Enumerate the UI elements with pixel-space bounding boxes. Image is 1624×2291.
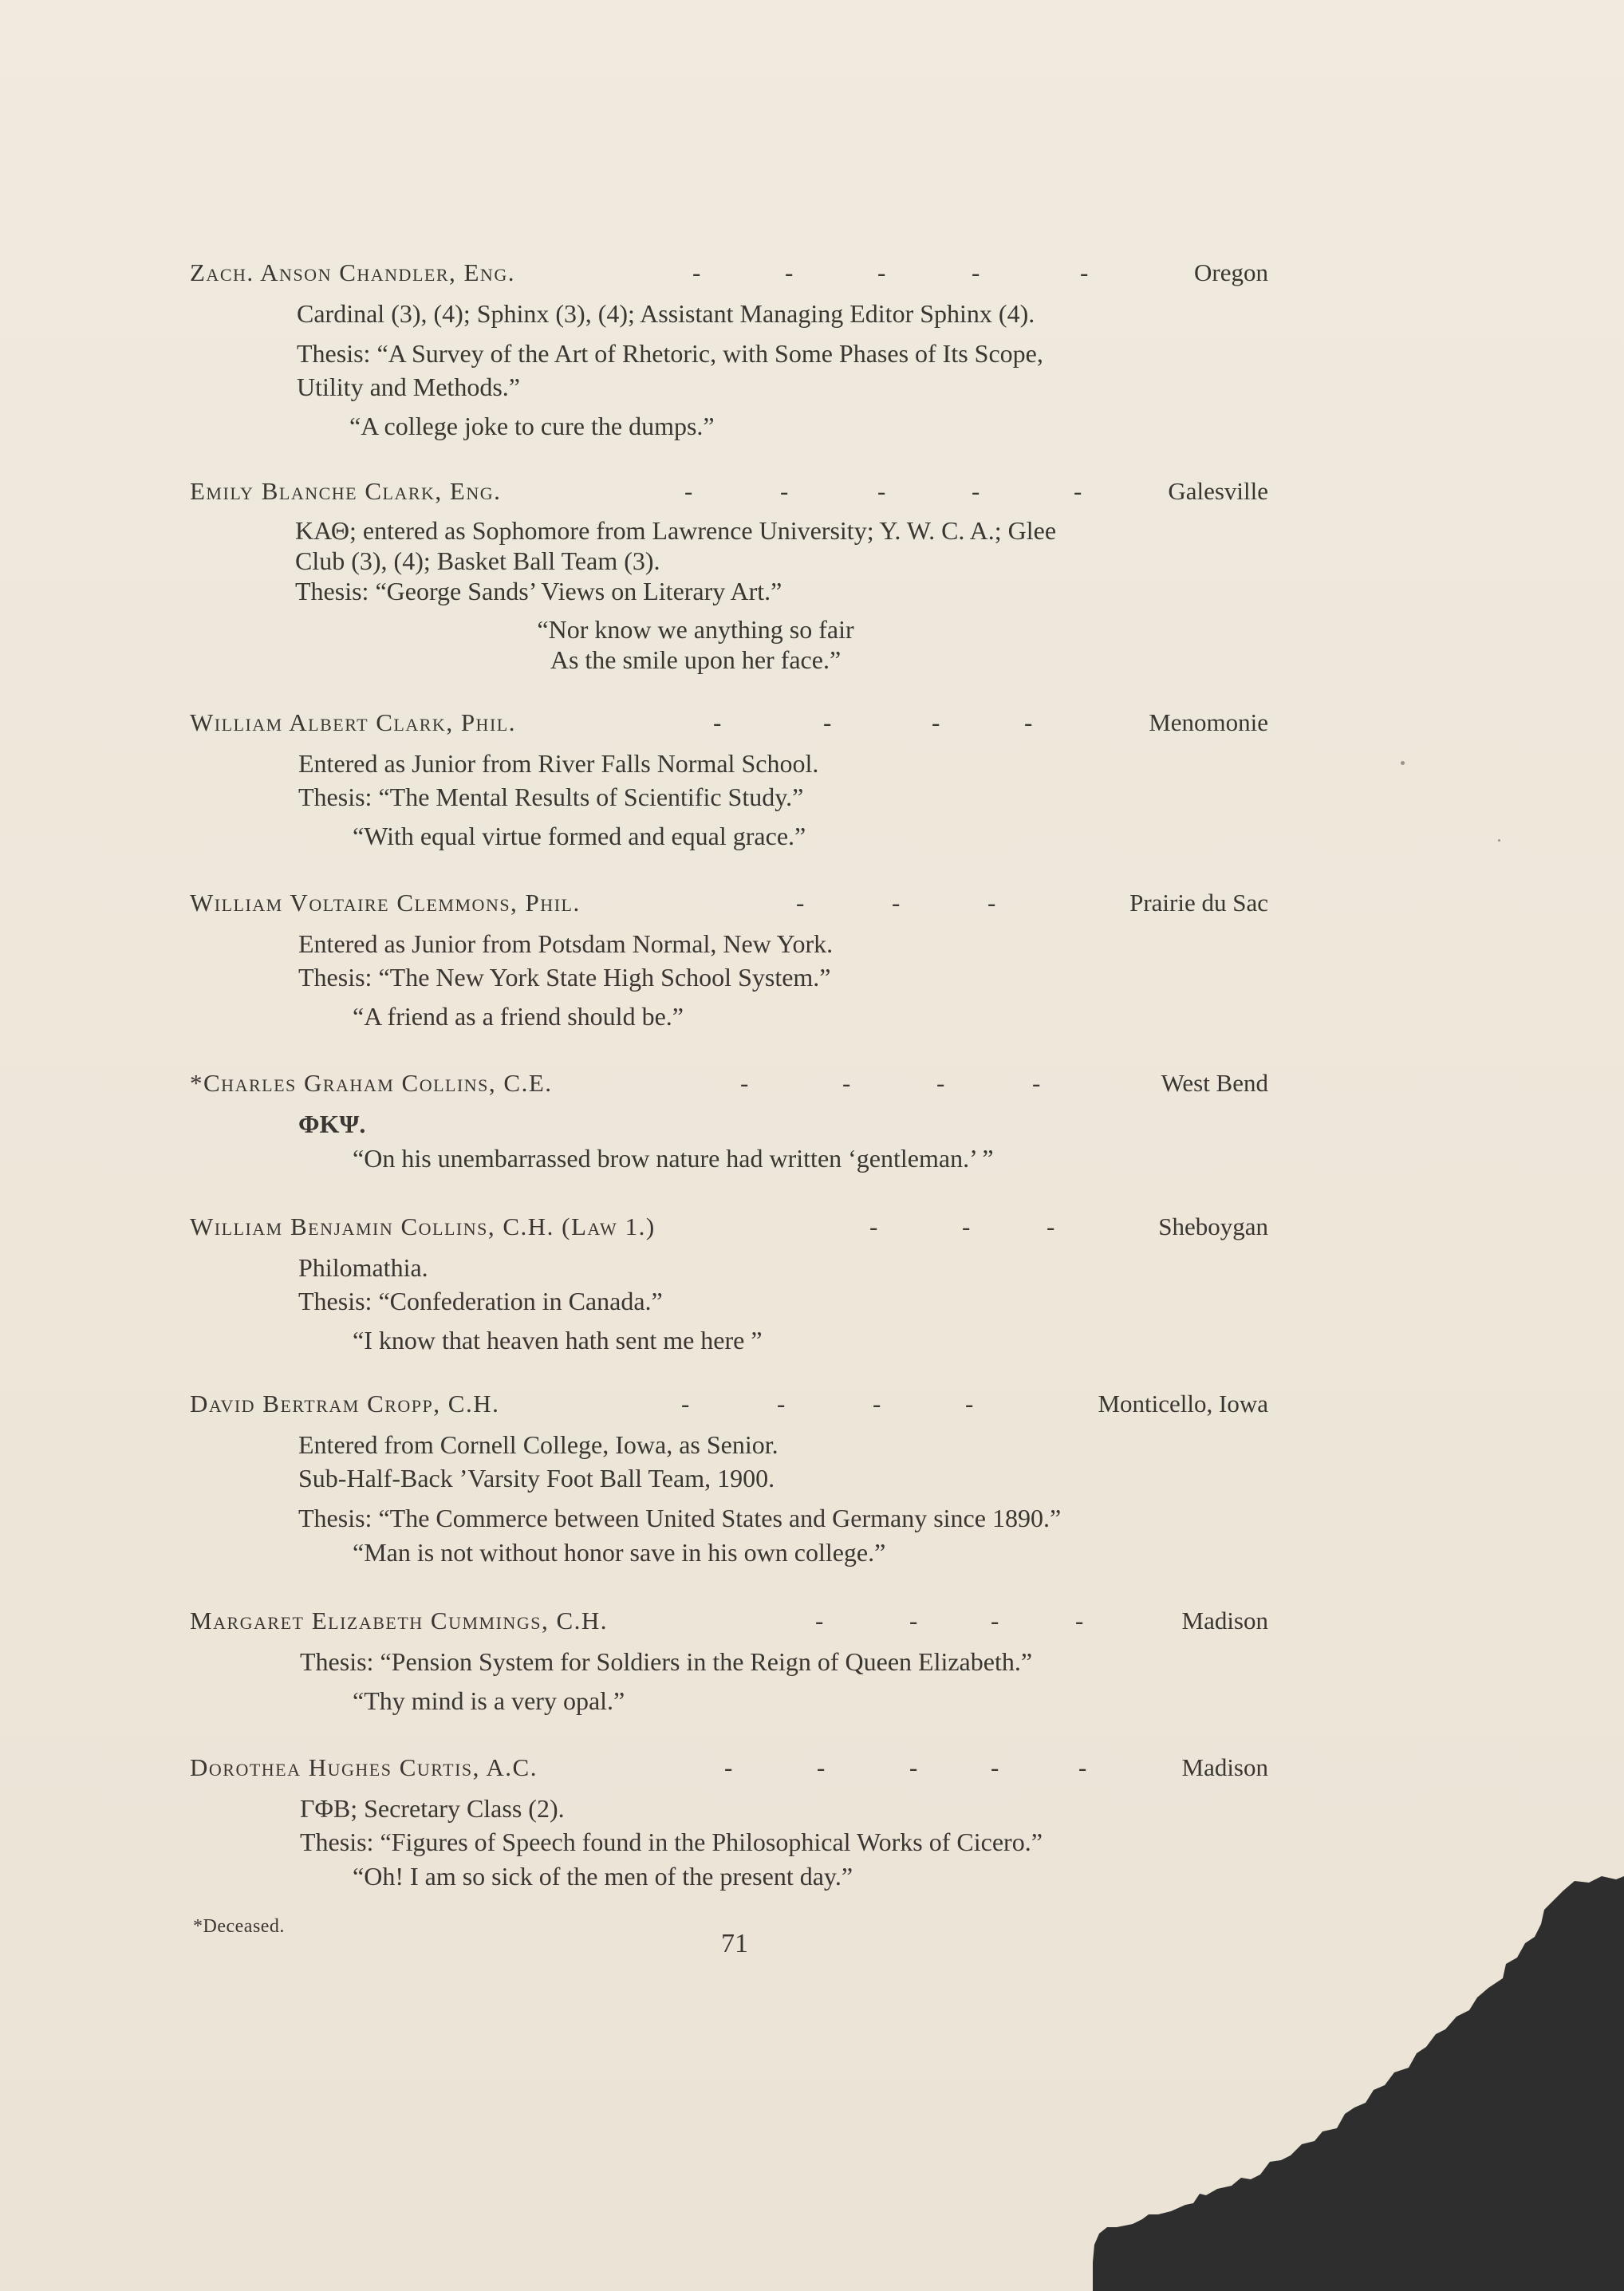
entry-detail-line: Thesis: “The Mental Results of Scientific Study.”: [298, 783, 804, 811]
entry-detail-line: Entered from Cornell College, Iowa, as Senior.: [298, 1430, 778, 1459]
entry-detail-line: Philomathia.: [298, 1253, 428, 1282]
hometown: Madison: [1181, 1607, 1268, 1634]
entry-curtis: [190, 1750, 1268, 1894]
entry-heading: William Albert Clark, Phil. - - - - Menomonie: [190, 705, 1268, 740]
entry-detail-line: Entered as Junior from River Falls Normal School.: [298, 749, 819, 778]
entry-detail-line: Cardinal (3), (4); Sphinx (3), (4); Assistant Managing Editor Sphinx (4).: [297, 299, 1035, 328]
entry-charles-collins: [190, 1066, 1268, 1176]
student-name: Margaret Elizabeth Cummings, C.H.: [190, 1607, 609, 1634]
entry-motto: “Man is not without honor save in his own college.”: [353, 1538, 886, 1567]
entry-detail-line: Club (3), (4); Basket Ball Team (3).: [295, 546, 660, 575]
entry-heading: *Charles Graham Collins, C.E. - - - - West Bend: [190, 1066, 1268, 1101]
entry-cummings: [190, 1603, 1268, 1718]
entry-heading: Zach. Anson Chandler, Eng. - - - - - Oregon: [190, 255, 1268, 290]
entry-heading: Dorothea Hughes Curtis, A.C. - - - - - Madison: [190, 1750, 1268, 1785]
student-name: David Bertram Cropp, C.H.: [190, 1390, 500, 1418]
page-number: 71: [721, 1929, 748, 1958]
entry-verse: [376, 614, 1015, 675]
entry-detail-line: Thesis: “Figures of Speech found in the Philosophical Works of Cicero.”: [300, 1828, 1043, 1856]
entry-chandler: [190, 255, 1268, 444]
entry-heading: William Voltaire Clemmons, Phil. - - - Prairie du Sac: [190, 885, 1268, 921]
student-name: Zach. Anson Chandler, Eng.: [190, 258, 515, 286]
hometown: Prairie du Sac: [1129, 889, 1268, 917]
entry-motto: “A college joke to cure the dumps.”: [349, 412, 715, 440]
entry-motto: “A friend as a friend should be.”: [353, 1002, 684, 1031]
hometown: Sheboygan: [1158, 1213, 1268, 1240]
entry-motto: “On his unembarrassed brow nature had written ‘gentleman.’ ”: [353, 1144, 994, 1173]
verse-line: “Nor know we anything so fair: [537, 615, 854, 644]
footnote: *Deceased.: [193, 1916, 285, 1937]
entry-motto: “With equal virtue formed and equal grace.”: [353, 822, 806, 850]
entry-william-collins: [190, 1209, 1268, 1358]
paper-speck: [1498, 839, 1500, 842]
entry-william-clark: [190, 705, 1268, 854]
entry-detail-line: Thesis: “The Commerce between United States and Germany since 1890.”: [298, 1504, 1062, 1532]
hometown: Monticello, Iowa: [1098, 1390, 1268, 1418]
entry-detail-line: Thesis: “Pension System for Soldiers in the Reign of Queen Elizabeth.”: [300, 1647, 1033, 1676]
entry-detail-line: Entered as Junior from Potsdam Normal, New York.: [298, 929, 834, 958]
entry-detail-line: ΚΑΘ; entered as Sophomore from Lawrence University; Y. W. C. A.; Glee: [295, 516, 1057, 545]
hometown: Galesville: [1168, 477, 1268, 505]
entry-motto: “I know that heaven hath sent me here ”: [353, 1326, 763, 1354]
student-name: William Benjamin Collins, C.H. (Law 1.): [190, 1213, 656, 1240]
entry-detail-line: Utility and Methods.”: [297, 373, 520, 401]
verse-line: As the smile upon her face.”: [550, 645, 842, 674]
hometown: Oregon: [1194, 258, 1268, 286]
entry-detail-line: ΓΦΒ; Secretary Class (2).: [300, 1794, 565, 1823]
entry-detail-line: Thesis: “Confederation in Canada.”: [298, 1287, 663, 1315]
entry-detail-line: Thesis: “George Sands’ Views on Literary Art.”: [295, 577, 782, 605]
hometown: West Bend: [1161, 1069, 1268, 1097]
student-name: Emily Blanche Clark, Eng.: [190, 477, 502, 505]
fraternity-letters: ΦΚΨ.: [298, 1110, 366, 1138]
entry-motto: “Thy mind is a very opal.”: [353, 1686, 625, 1715]
entry-heading: David Bertram Cropp, C.H. - - - - Monticello, Iowa: [190, 1386, 1268, 1422]
hometown: Madison: [1181, 1753, 1268, 1781]
student-name: *Charles Graham Collins, C.E.: [190, 1069, 553, 1097]
torn-page-corner: [1066, 1876, 1624, 2291]
entry-motto: “Oh! I am so sick of the men of the present day.”: [353, 1862, 853, 1891]
student-name: William Albert Clark, Phil.: [190, 708, 516, 736]
entry-heading: William Benjamin Collins, C.H. (Law 1.) - - - Sheboygan: [190, 1209, 1268, 1244]
paper-speck: [1401, 761, 1405, 765]
entry-detail-line: Thesis: “A Survey of the Art of Rhetoric, with Some Phases of Its Scope,: [297, 339, 1043, 368]
student-name: Dorothea Hughes Curtis, A.C.: [190, 1753, 538, 1781]
entry-heading: Emily Blanche Clark, Eng. - - - - - Galesville: [190, 474, 1268, 509]
entry-detail-line: Thesis: “The New York State High School System.”: [298, 963, 831, 992]
hometown: Menomonie: [1149, 708, 1268, 736]
student-name: William Voltaire Clemmons, Phil.: [190, 889, 581, 917]
entry-clemmons: [190, 885, 1268, 1034]
entry-heading: Margaret Elizabeth Cummings, C.H. - - - - Madison: [190, 1603, 1268, 1638]
entry-cropp: [190, 1386, 1268, 1570]
entry-emily-clark: [190, 474, 1268, 675]
entry-detail-line: Sub-Half-Back ’Varsity Foot Ball Team, 1900.: [298, 1464, 775, 1493]
